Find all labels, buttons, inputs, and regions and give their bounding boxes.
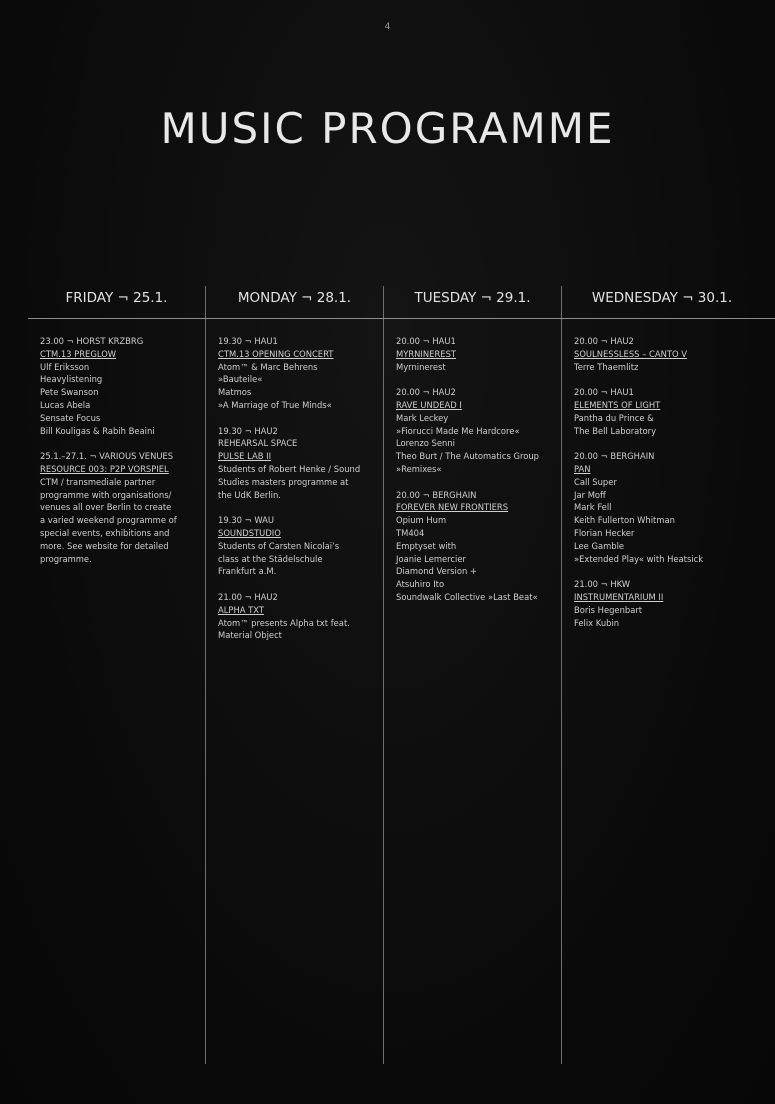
event-detail-line: Joanie Lemercier: [396, 553, 466, 564]
event-time-venue: 21.00 ¬ HKW: [574, 579, 631, 590]
event-detail-line: Jar Moff: [574, 489, 606, 500]
column-divider: [383, 286, 384, 1064]
event-entry: [40, 450, 200, 565]
event-detail-line: Material Object: [218, 630, 282, 641]
event-title: PULSE LAB II: [218, 451, 272, 462]
event-detail-line: »A Marriage of True Minds«: [218, 399, 332, 410]
event-detail-line: Ulf Eriksson: [40, 361, 90, 372]
event-detail-line: Terre Thaemlitz: [574, 361, 639, 372]
event-detail-line: Emptyset with: [396, 540, 457, 551]
event-entry: [218, 335, 380, 412]
event-pre-title: REHEARSAL SPACE: [218, 438, 298, 449]
column-divider: [561, 286, 562, 1064]
day-column-monday: [218, 335, 380, 655]
event-detail-line: Myrninerest: [396, 361, 446, 372]
event-detail-line: a varied weekend programme of: [40, 515, 177, 526]
event-entry: [574, 450, 764, 565]
event-title: SOUNDSTUDIO: [218, 527, 281, 538]
page-title: MUSIC PROGRAMME: [160, 104, 615, 153]
event-title: SOULNESSLESS – CANTO V: [574, 348, 687, 359]
column-divider: [205, 286, 206, 1064]
day-column-friday: [40, 335, 200, 578]
page-number: 4: [384, 22, 391, 32]
event-title: CTM.13 OPENING CONCERT: [218, 348, 334, 359]
event-detail-line: Soundwalk Collective »Last Beat«: [396, 591, 538, 602]
event-detail-line: Florian Hecker: [574, 527, 635, 538]
event-entry: [218, 591, 380, 642]
event-entry: [396, 386, 558, 476]
event-detail-line: Sensate Focus: [40, 412, 101, 423]
event-time-venue: 20.00 ¬ BERGHAIN: [396, 489, 477, 500]
event-entry: [396, 489, 558, 604]
event-detail-line: »Remixes«: [396, 463, 442, 474]
event-detail-line: »Bauteile«: [218, 374, 263, 385]
event-detail-line: Studies masters programme at: [218, 476, 349, 487]
event-title: ALPHA TXT: [218, 604, 264, 615]
event-detail-line: the UdK Berlin.: [218, 489, 281, 500]
event-detail-line: Atsuhiro Ito: [396, 579, 445, 590]
event-time-venue: 25.1.–27.1. ¬ VARIOUS VENUES: [40, 451, 174, 462]
event-detail-line: Call Super: [574, 476, 617, 487]
event-detail-line: TM404: [396, 527, 425, 538]
event-detail-line: Frankfurt a.M.: [218, 566, 277, 577]
event-title: ELEMENTS OF LIGHT: [574, 399, 661, 410]
event-detail-line: Lee Gamble: [574, 540, 625, 551]
event-entry: [218, 425, 380, 502]
event-detail-line: class at the Städelschule: [218, 553, 323, 564]
event-detail-line: Mark Leckey: [396, 412, 449, 423]
event-time-venue: 19.30 ¬ HAU2: [218, 425, 278, 436]
event-entry: [396, 335, 558, 373]
event-entry: [218, 514, 380, 578]
event-entry: [574, 386, 764, 437]
event-detail-line: Heavylistening: [40, 374, 103, 385]
event-title: INSTRUMENTARIUM II: [574, 591, 664, 602]
event-time-venue: 23.00 ¬ HORST KRZBRG: [40, 336, 144, 346]
event-title: RESOURCE 003: P2P VORSPIEL: [40, 463, 169, 474]
event-detail-line: Lorenzo Senni: [396, 438, 455, 449]
day-header-monday: MONDAY ¬ 28.1.: [237, 290, 352, 306]
event-time-venue: 21.00 ¬ HAU2: [218, 591, 278, 602]
event-detail-line: Theo Burt / The Automatics Group: [396, 451, 540, 462]
event-detail-line: Lucas Abela: [40, 399, 91, 410]
event-entry: [574, 335, 764, 373]
event-time-venue: 20.00 ¬ HAU2: [574, 336, 634, 346]
event-time-venue: 20.00 ¬ HAU1: [396, 336, 456, 346]
event-time-venue: 19.30 ¬ WAU: [218, 515, 274, 526]
event-detail-line: »Fiorucci Made Me Hardcore«: [396, 425, 520, 436]
event-title: FOREVER NEW FRONTIERS: [396, 502, 509, 513]
event-title: PAN: [574, 463, 591, 474]
day-header-wednesday: WEDNESDAY ¬ 30.1.: [591, 290, 733, 306]
event-detail-line: Students of Robert Henke / Sound: [218, 463, 361, 474]
event-detail-line: »Extended Play« with Heatsick: [574, 553, 704, 564]
day-column-tuesday: [396, 335, 558, 617]
event-title: CTM.13 PREGLOW: [40, 348, 117, 359]
event-detail-line: special events, exhibitions and: [40, 527, 170, 538]
event-title: MYRNINEREST: [396, 348, 456, 359]
event-detail-line: programme.: [40, 553, 92, 564]
event-detail-line: The Bell Laboratory: [574, 425, 657, 436]
event-title: RAVE UNDEAD I: [396, 399, 462, 410]
event-detail-line: Pete Swanson: [40, 387, 99, 398]
event-time-venue: 20.00 ¬ HAU1: [574, 387, 634, 398]
event-time-venue: 19.30 ¬ HAU1: [218, 336, 278, 346]
event-detail-line: Atom™ presents Alpha txt feat.: [218, 617, 350, 628]
event-detail-line: Atom™ & Marc Behrens: [218, 361, 318, 372]
day-header-tuesday: TUESDAY ¬ 29.1.: [414, 290, 531, 306]
event-detail-line: Matmos: [218, 387, 252, 398]
event-detail-line: Students of Carsten Nicolai’s: [218, 540, 340, 551]
event-detail-line: more. See website for detailed: [40, 540, 169, 551]
header-rule: [28, 318, 775, 319]
event-entry: [574, 578, 764, 629]
event-entry: [40, 335, 200, 437]
day-header-friday: FRIDAY ¬ 25.1.: [65, 290, 168, 306]
event-detail-line: Mark Fell: [574, 502, 612, 513]
event-detail-line: CTM / transmediale partner: [40, 476, 156, 487]
event-detail-line: Bill Kouligas & Rabih Beaini: [40, 425, 155, 436]
event-detail-line: venues all over Berlin to create: [40, 502, 172, 513]
event-detail-line: Opium Hum: [396, 515, 447, 526]
event-detail-line: Diamond Version +: [396, 566, 477, 577]
event-time-venue: 20.00 ¬ BERGHAIN: [574, 451, 655, 462]
event-detail-line: Felix Kubin: [574, 617, 620, 628]
event-detail-line: programme with organisations/: [40, 489, 172, 500]
event-detail-line: Boris Hegenbart: [574, 604, 643, 615]
event-time-venue: 20.00 ¬ HAU2: [396, 387, 456, 398]
day-column-wednesday: [574, 335, 764, 642]
event-detail-line: Keith Fullerton Whitman: [574, 515, 675, 526]
event-detail-line: Pantha du Prince &: [574, 412, 654, 423]
